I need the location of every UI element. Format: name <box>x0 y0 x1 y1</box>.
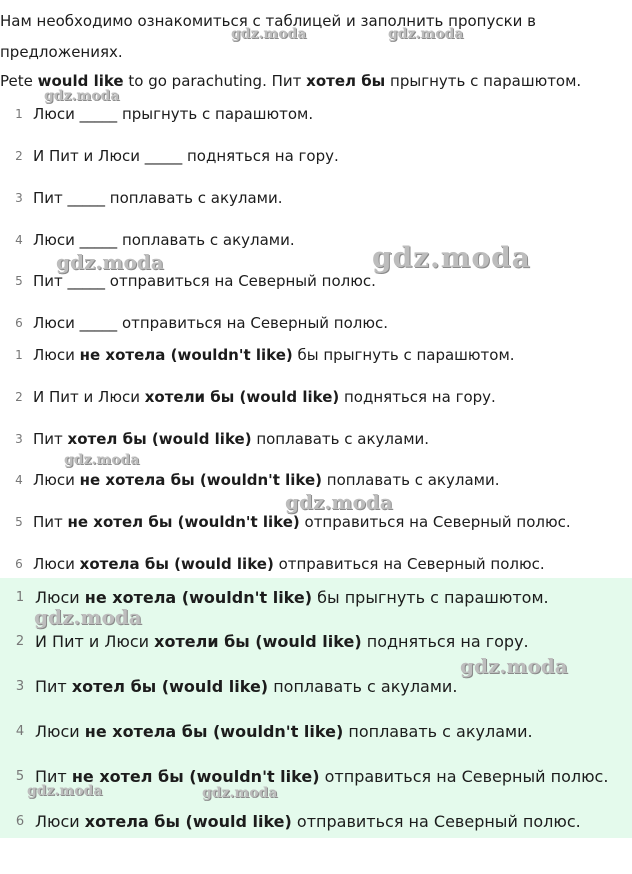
answer-text: поплавать с акулами. <box>343 722 533 741</box>
example-part: to go parachuting. Пит <box>123 72 307 90</box>
watermark: gdz.moda <box>64 452 140 468</box>
answer-text: подняться на гору. <box>339 388 496 406</box>
watermark: gdz.moda <box>231 26 307 42</box>
answer-text: И Пит и Люси <box>35 632 155 651</box>
answer-text: поплавать с акулами. <box>268 677 458 696</box>
answer-text: подняться на гору. <box>361 632 529 651</box>
answer-text: Люси <box>35 588 85 607</box>
answer-text: Люси <box>35 722 85 741</box>
item-number: 6 <box>15 557 23 571</box>
item-text <box>33 385 496 409</box>
watermark: gdz.moda <box>388 26 464 42</box>
item-text: И Пит и Люси _____ подняться на гору. <box>33 147 339 165</box>
item-number: 6 <box>15 814 25 829</box>
answer-bold: не хотела бы (wouldn't like) <box>79 471 322 489</box>
item-number: 1 <box>15 590 25 605</box>
answer-bold: хотела бы (would like) <box>79 555 274 573</box>
item-text: Пит _____ поплавать с акулами. <box>33 189 283 207</box>
answer-text: Пит <box>33 513 68 531</box>
answer-text: бы прыгнуть с парашютом. <box>312 588 549 607</box>
intro-text: Нам необходимо ознакомиться с таблицей и заполнить пропуски в предложениях. <box>0 12 537 61</box>
answer-text: И Пит и Люси <box>33 388 145 406</box>
answer-text: Пит <box>35 677 72 696</box>
item-text: Люси _____ прыгнуть с парашютом. <box>33 105 314 123</box>
item-number: 4 <box>15 473 23 487</box>
item-number: 6 <box>15 316 23 330</box>
item-text: Пит _____ отправиться на Северный полюс. <box>33 272 376 290</box>
watermark: gdz.moda <box>34 605 142 629</box>
example-part: Pete <box>0 72 38 90</box>
answer-bold: не хотел бы (wouldn't like) <box>71 767 320 786</box>
answer-bold: хотели бы (would like) <box>154 632 362 651</box>
item-text <box>35 630 529 654</box>
watermark: gdz.moda <box>202 785 278 801</box>
answer-bold: хотел бы (would like) <box>71 677 269 696</box>
watermark: gdz.moda <box>285 490 393 514</box>
item-number: 5 <box>15 274 23 288</box>
item-number: 3 <box>15 432 23 446</box>
answer-text: Люси <box>33 346 80 364</box>
example-bold: would like <box>37 72 124 90</box>
item-text <box>35 675 457 699</box>
watermark: gdz.moda <box>460 654 568 678</box>
item-text <box>33 552 545 576</box>
answer-text: бы прыгнуть с парашютом. <box>292 346 515 364</box>
item-number: 3 <box>15 191 23 205</box>
answer-bold: хотели бы (would like) <box>144 388 340 406</box>
answer-text: отправиться на Северный полюс. <box>299 513 571 531</box>
answer-bold: не хотела (wouldn't like) <box>84 588 313 607</box>
answer-text: Люси <box>35 812 85 831</box>
item-number: 2 <box>15 149 23 163</box>
watermark: gdz.moda <box>27 783 103 799</box>
answer-text: поплавать с акулами. <box>322 471 500 489</box>
item-text <box>33 343 515 367</box>
answer-bold: хотел бы (would like) <box>67 430 252 448</box>
item-number: 5 <box>15 769 25 784</box>
item-number: 5 <box>15 515 23 529</box>
answer-bold: хотела бы (would like) <box>84 812 292 831</box>
answer-text: отправиться на Северный полюс. <box>273 555 545 573</box>
item-number: 3 <box>15 679 25 694</box>
watermark: gdz.moda <box>372 241 531 274</box>
answer-text: отправиться на Северный полюс. <box>319 767 609 786</box>
answer-bold: не хотел бы (wouldn't like) <box>67 513 300 531</box>
item-number: 4 <box>15 233 23 247</box>
answer-bold: не хотела бы (wouldn't like) <box>84 722 344 741</box>
watermark: gdz.moda <box>44 88 120 104</box>
watermark: gdz.moda <box>56 250 164 274</box>
item-number: 4 <box>15 724 25 739</box>
item-number: 2 <box>15 634 25 649</box>
item-number: 2 <box>15 390 23 404</box>
answer-text: Люси <box>33 555 80 573</box>
answer-text: Пит <box>33 430 68 448</box>
item-text <box>35 810 581 834</box>
example-part: прыгнуть с парашютом. <box>385 72 582 90</box>
item-text: Люси _____ отправиться на Северный полюс. <box>33 314 389 332</box>
item-text <box>35 720 533 744</box>
item-text <box>35 765 608 789</box>
answer-text: поплавать с акулами. <box>251 430 430 448</box>
answer-text: отправиться на Северный полюс. <box>291 812 581 831</box>
answer-text: Люси <box>33 471 80 489</box>
item-text <box>33 468 499 492</box>
item-number: 1 <box>15 107 23 121</box>
answer-text: Пит <box>35 767 72 786</box>
item-text <box>33 427 429 451</box>
item-text: Люси _____ поплавать с акулами. <box>33 231 295 249</box>
item-number: 1 <box>15 348 23 362</box>
answer-bold: не хотела (wouldn't like) <box>79 346 293 364</box>
example-bold: хотел бы <box>306 72 386 90</box>
